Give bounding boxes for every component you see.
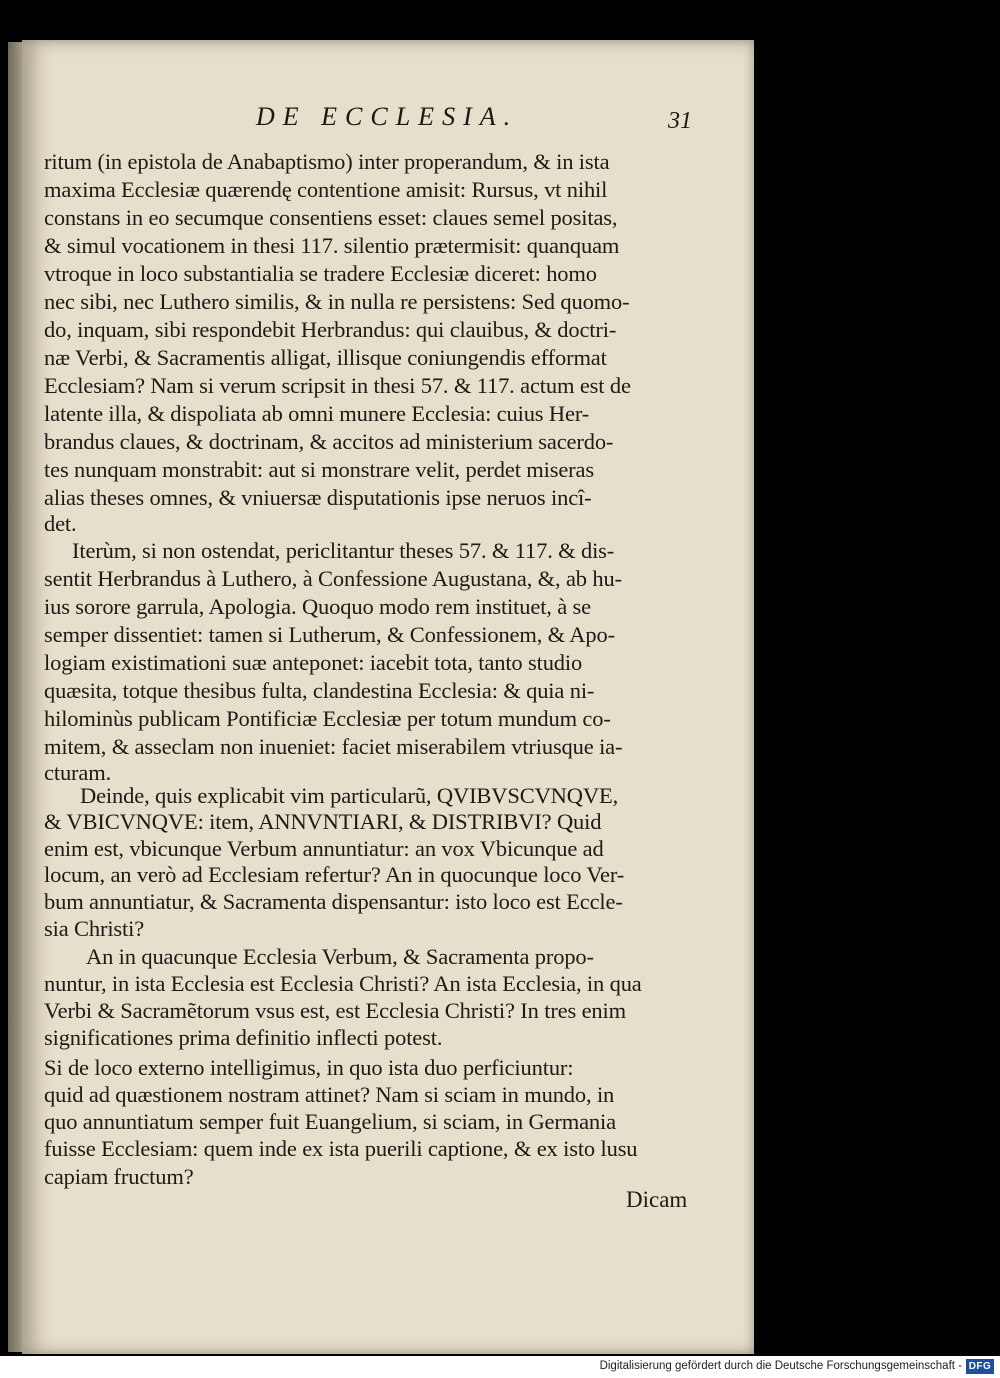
text-line: næ Verbi, & Sacramentis alligat, illisque coniungendis efformat xyxy=(44,345,607,370)
text-line: do, inquam, sibi respondebit Herbrandus: qui clauibus, & doctri- xyxy=(44,317,617,342)
page-edge xyxy=(8,42,22,1352)
text-line: significationes prima definitio inflecti potest. xyxy=(44,1025,443,1050)
text-line: Iterùm, si non ostendat, periclitantur theses 57. & 117. & dis- xyxy=(72,538,615,563)
text-line: semper dissentiet: tamen si Lutherum, & Confessionem, & Apo- xyxy=(44,622,615,647)
footer-credit: Digitalisierung gefördert durch die Deutsche Forschungsgemeinschaft - xyxy=(599,1360,962,1372)
text-line: alias theses omnes, & vniuersæ disputationis ipse neruos incî- xyxy=(44,485,592,510)
text-line: sia Christi? xyxy=(44,916,145,941)
text-line: det. xyxy=(44,511,77,536)
text-line: enim est, vbicunque Verbum annuntiatur: an vox Vbicunque ad xyxy=(44,836,604,861)
text-line: brandus claues, & doctrinam, & accitos ad ministerium sacerdo- xyxy=(44,429,614,454)
page-number: 31 xyxy=(668,108,692,134)
text-line: Si de loco externo intelligimus, in quo ista duo perficiuntur: xyxy=(44,1055,574,1080)
text-line: quo annuntiatum semper fuit Euangelium, si sciam, in Germania xyxy=(44,1109,616,1134)
text-line: An in quacunque Ecclesia Verbum, & Sacramenta propo- xyxy=(86,944,594,969)
text-line: hilominùs publicam Pontificiæ Ecclesiæ per totum mundum co- xyxy=(44,706,611,731)
text-line: Verbi & Sacramẽtorum vsus est, est Ecclesia Christi? In tres enim xyxy=(44,998,626,1023)
text-line: Deinde, quis explicabit vim particularũ, QVIBVSCVNQVE, xyxy=(80,783,619,808)
text-line: nuntur, in ista Ecclesia est Ecclesia Christi? An ista Ecclesia, in qua xyxy=(44,971,642,996)
text-line: cturam. xyxy=(44,760,112,785)
text-line: fuisse Ecclesiam: quem inde ex ista puerili captione, & ex isto lusu xyxy=(44,1136,638,1161)
text-line: bum annuntiatur, & Sacramenta dispensantur: isto loco est Eccle- xyxy=(44,889,623,914)
text-line: nec sibi, nec Luthero similis, & in nulla re persistens: Sed quomo- xyxy=(44,289,630,314)
text-line: maxima Ecclesiæ quærendę contentione amisit: Rursus, vt nihil xyxy=(44,177,608,202)
text-line: sentit Herbrandus à Luthero, à Confessione Augustana, &, ab hu- xyxy=(44,566,622,591)
text-line: capiam fructum? xyxy=(44,1164,194,1189)
text-line: latente illa, & dispoliata ab omni munere Ecclesia: cuius Her- xyxy=(44,401,590,426)
catchword: Dicam xyxy=(626,1187,688,1212)
text-line: mitem, & asseclam non inueniet: faciet miserabilem vtriusque ia- xyxy=(44,734,623,759)
text-line: ius sorore garrula, Apologia. Quoquo modo rem instituet, à se xyxy=(44,594,592,619)
text-line: Ecclesiam? Nam si verum scripsit in thesi 57. & 117. actum est de xyxy=(44,373,631,398)
text-line: ritum (in epistola de Anabaptismo) inter properandum, & in ista xyxy=(44,149,610,174)
text-line: & simul vocationem in thesi 117. silentio prætermisit: quanquam xyxy=(44,233,620,258)
dfg-logo: DFG xyxy=(966,1359,994,1374)
text-line: locum, an verò ad Ecclesiam refertur? An in quocunque loco Ver- xyxy=(44,862,625,887)
text-line: quid ad quæstionem nostram attinet? Nam si sciam in mundo, in xyxy=(44,1082,615,1107)
text-line: tes nunquam monstrabit: aut si monstrare velit, perdet miseras xyxy=(44,457,594,482)
text-line: constans in eo secumque consentiens esset: claues semel positas, xyxy=(44,205,618,230)
text-line: vtroque in loco substantialia se tradere Ecclesiæ diceret: homo xyxy=(44,261,597,286)
text-line: & VBICVNQVE: item, ANNVNTIARI, & DISTRIBVI? Quid xyxy=(44,809,602,834)
text-line: logiam existimationi suæ anteponet: iacebit tota, tanto studio xyxy=(44,650,583,675)
text-line: quæsita, totque thesibus fulta, clandestina Ecclesia: & quia ni- xyxy=(44,678,595,703)
running-head: DE ECCLESIA. xyxy=(256,102,519,131)
